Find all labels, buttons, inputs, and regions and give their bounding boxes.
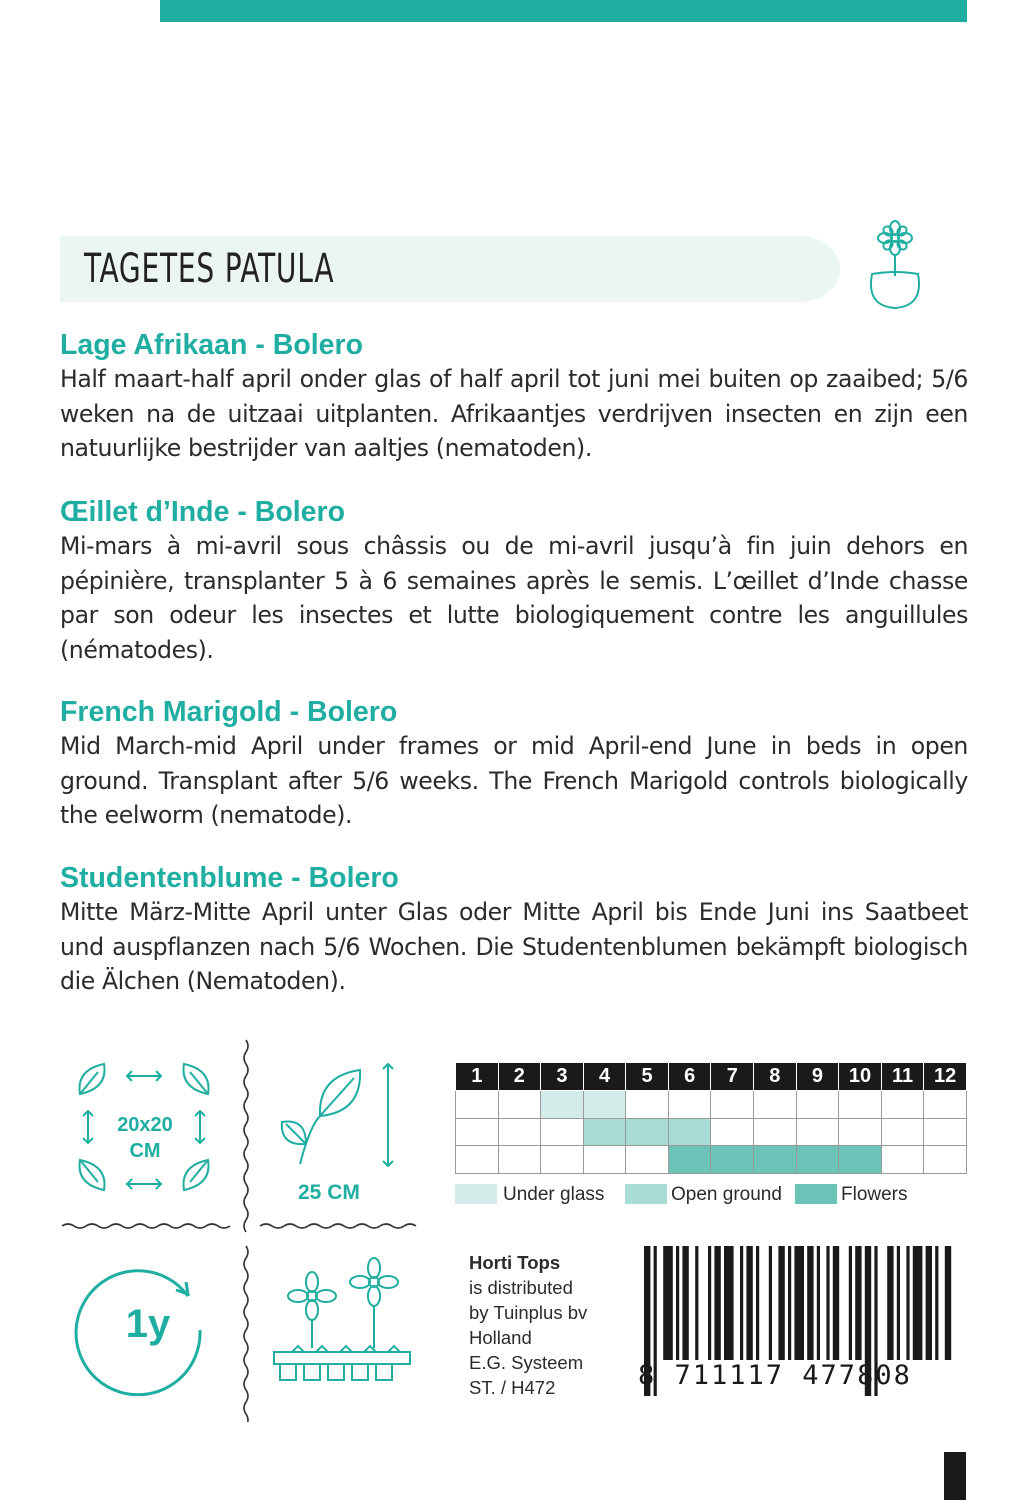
calendar-legend xyxy=(455,1182,975,1212)
barcode-bar xyxy=(817,1246,820,1360)
calendar-month-4: 4 xyxy=(583,1063,626,1091)
calendar-cell xyxy=(924,1091,967,1119)
calendar-cell xyxy=(541,1146,584,1174)
legend-label: Under glass xyxy=(503,1184,605,1205)
barcode-bar xyxy=(746,1246,752,1360)
sowing-calendar xyxy=(455,1062,967,1174)
calendar-cell xyxy=(711,1091,754,1119)
barcode-bar xyxy=(740,1246,743,1360)
calendar-cell xyxy=(924,1118,967,1146)
legend-label: Flowers xyxy=(841,1184,908,1205)
calendar-cell xyxy=(881,1146,924,1174)
legend-swatch xyxy=(455,1184,497,1204)
legend-swatch xyxy=(795,1184,837,1204)
brand-name: Horti Tops xyxy=(469,1252,561,1273)
calendar-month-3: 3 xyxy=(541,1063,584,1091)
calendar-cell xyxy=(498,1146,541,1174)
calendar-month-8: 8 xyxy=(754,1063,797,1091)
barcode-bar xyxy=(897,1246,900,1360)
barcode-bar xyxy=(794,1246,804,1360)
plant-spacing-label xyxy=(100,1112,190,1164)
calendar-cell xyxy=(626,1091,669,1119)
calendar-cell xyxy=(626,1118,669,1146)
barcode-bar xyxy=(756,1246,759,1360)
calendar-month-2: 2 xyxy=(498,1063,541,1091)
distributor-info xyxy=(469,1250,587,1400)
section-heading: French Marigold - Bolero xyxy=(60,696,398,728)
barcode-bar xyxy=(708,1246,711,1360)
section-body: Mid March-mid April under frames or mid April-end June in beds in open ground. Transplant after 5/6 weeks. The French Marigold controls biologically the eelworm (nematode). xyxy=(60,732,968,829)
barcode-bar xyxy=(945,1246,951,1360)
calendar-month-11: 11 xyxy=(881,1063,924,1091)
calendar-cell xyxy=(881,1091,924,1119)
legend-swatch xyxy=(625,1184,667,1204)
barcode-bar xyxy=(906,1246,909,1360)
calendar-cell xyxy=(839,1118,882,1146)
calendar-cell xyxy=(583,1118,626,1146)
barcode-bar xyxy=(887,1246,893,1360)
potted-flower-icon xyxy=(862,218,928,312)
calendar-cell xyxy=(583,1146,626,1174)
calendar-cell xyxy=(754,1146,797,1174)
calendar-month-6: 6 xyxy=(668,1063,711,1091)
calendar-cell xyxy=(839,1091,882,1119)
section-body: Half maart-half april onder glas of half april tot juni mei buiten op zaaibed; 5/6 weken na de uitzaai uitplanten. Afrikaantjes verdrijven insecten en zijn een natuurlijke bestrijder van aaltjes (nematoden). xyxy=(60,365,968,462)
barcode-bar xyxy=(913,1246,923,1360)
barcode-bar xyxy=(676,1246,679,1360)
calendar-month-5: 5 xyxy=(626,1063,669,1091)
calendar-row-under-glass xyxy=(456,1091,967,1119)
section-heading: Œillet d’Inde - Bolero xyxy=(60,496,346,528)
section-german xyxy=(60,861,968,999)
calendar-row-open-ground xyxy=(456,1118,967,1146)
barcode-bar xyxy=(826,1246,829,1360)
calendar-cell xyxy=(583,1091,626,1119)
calendar-cell xyxy=(626,1146,669,1174)
calendar-cell xyxy=(796,1146,839,1174)
distributor-line: is distributed xyxy=(469,1277,573,1298)
calendar-cell xyxy=(456,1146,499,1174)
calendar-cell xyxy=(754,1091,797,1119)
calendar-cell xyxy=(541,1091,584,1119)
barcode-bar xyxy=(849,1246,852,1360)
plant-height-label: 25 CM xyxy=(298,1181,360,1204)
barcode-number: 8 711117 477808 xyxy=(638,1360,912,1391)
barcode-bar xyxy=(682,1246,688,1360)
calendar-cell xyxy=(668,1091,711,1119)
section-heading: Lage Afrikaan - Bolero xyxy=(60,329,364,361)
calendar-month-header xyxy=(456,1063,967,1091)
calendar-month-7: 7 xyxy=(711,1063,754,1091)
barcode-bar xyxy=(855,1246,861,1360)
calendar-cell xyxy=(668,1146,711,1174)
barcode-bar xyxy=(778,1246,784,1360)
calendar-cell xyxy=(839,1146,882,1174)
barcode-bar xyxy=(926,1246,932,1360)
barcode-bar xyxy=(935,1246,938,1360)
calendar-cell xyxy=(711,1146,754,1174)
barcode-bar xyxy=(833,1246,839,1360)
calendar-month-10: 10 xyxy=(839,1063,882,1091)
barcode-bar xyxy=(724,1246,734,1360)
distributor-line: by Tuinplus bv xyxy=(469,1302,588,1323)
calendar-cell xyxy=(456,1091,499,1119)
calendar-month-9: 9 xyxy=(796,1063,839,1091)
section-heading: Studentenblume - Bolero xyxy=(60,862,399,894)
calendar-cell xyxy=(711,1118,754,1146)
calendar-cell xyxy=(796,1118,839,1146)
calendar-cell xyxy=(541,1118,584,1146)
calendar-month-1: 1 xyxy=(456,1063,499,1091)
calendar-cell xyxy=(796,1091,839,1119)
calendar-cell xyxy=(668,1118,711,1146)
barcode-bar xyxy=(807,1246,813,1360)
spacing-value: 20x20 xyxy=(117,1114,173,1136)
section-french xyxy=(60,495,968,667)
plant-height-icon xyxy=(270,1056,410,1176)
calendar-cell xyxy=(754,1118,797,1146)
print-mark xyxy=(944,1452,966,1500)
distributor-line: Holland xyxy=(469,1327,532,1348)
spacing-unit: CM xyxy=(129,1140,161,1162)
calendar-cell xyxy=(924,1146,967,1174)
barcode-bar xyxy=(769,1246,772,1360)
barcode-bar xyxy=(788,1246,791,1360)
calendar-month-12: 12 xyxy=(924,1063,967,1091)
barcode-bar xyxy=(695,1246,698,1360)
barcode-bar xyxy=(663,1246,673,1360)
calendar-cell xyxy=(498,1118,541,1146)
calendar-cell xyxy=(498,1091,541,1119)
section-dutch xyxy=(60,328,968,466)
legend-label: Open ground xyxy=(671,1184,782,1205)
barcode-bar xyxy=(714,1246,720,1360)
calendar-cell xyxy=(881,1118,924,1146)
calendar-row-flowers xyxy=(456,1146,967,1174)
section-body: Mi-mars à mi-avril sous châssis ou de mi-avril jusqu’à fin juin dehors en pépinière, transplanter 5 à 6 semaines après le semis. L’œillet d’Inde chasse par son odeur les insectes et lutte biologiquement contre les anguillules (nématodes). xyxy=(60,532,968,664)
section-english xyxy=(60,695,968,833)
latin-name-title: TAGETES PATULA xyxy=(84,246,335,292)
top-accent-bar xyxy=(160,0,967,22)
seedling-tray-icon xyxy=(262,1244,422,1394)
distributor-line: E.G. Systeem xyxy=(469,1352,584,1373)
calendar-cell xyxy=(456,1118,499,1146)
section-body: Mitte März-Mitte April unter Glas oder Mitte April bis Ende Juni ins Saatbeet und auspflanzen nach 5/6 Wochen. Die Studentenblumen bekämpft biologisch die Älchen (Nematoden). xyxy=(60,898,968,995)
annual-cycle-label: 1y xyxy=(125,1302,171,1346)
distributor-line: ST. / H472 xyxy=(469,1377,556,1398)
